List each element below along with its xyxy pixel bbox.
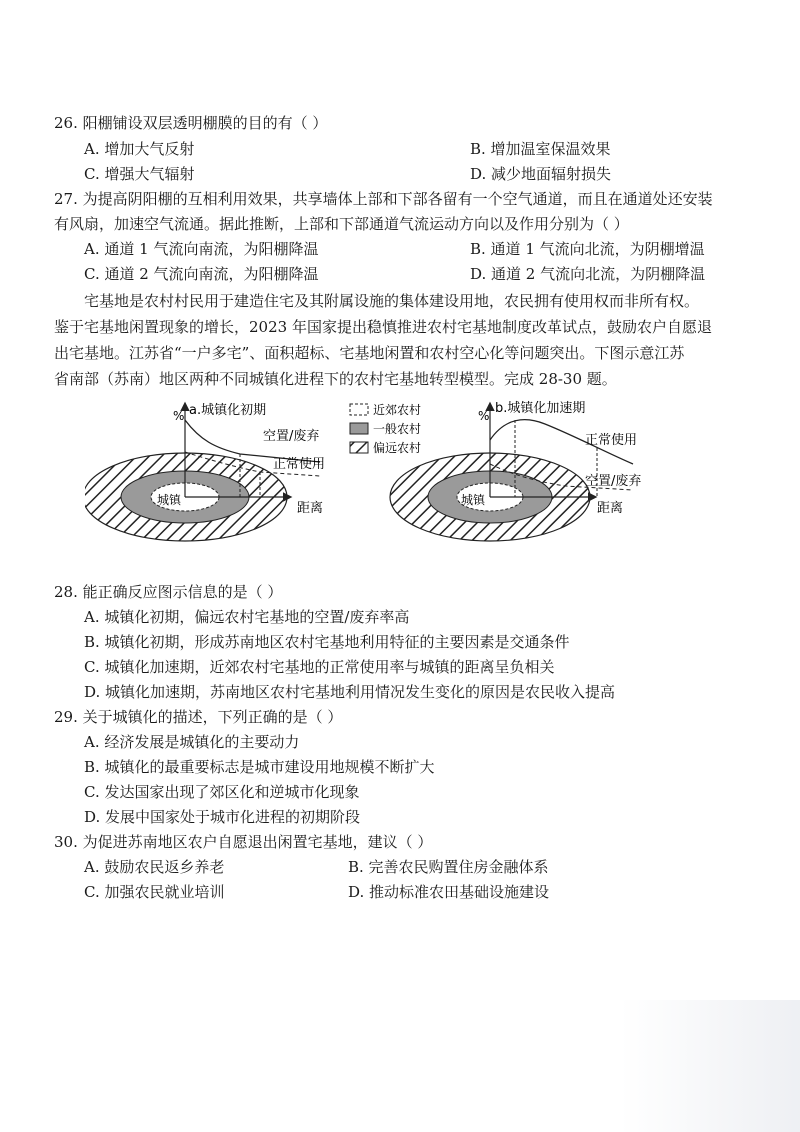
q28-option-d: D. 城镇化加速期，苏南地区农村宅基地利用情况发生变化的原因是农民收入提高 [84,683,616,701]
q28-option-a: A. 城镇化初期，偏远农村宅基地的空置/废弃率高 [84,608,410,626]
q28-option-b: B. 城镇化初期，形成苏南地区农村宅基地利用特征的主要因素是交通条件 [84,633,570,651]
panel-a [85,402,325,541]
legend-suburban: 近郊农村 [373,403,422,417]
label-normal-b: 正常使用 [585,433,638,448]
label-vacant-b: 空置/废弃 [585,474,642,489]
y-axis-label-b: % [478,409,490,423]
q29-option-b: B. 城镇化的最重要标志是城市建设用地规模不断扩大 [84,758,435,776]
panel-b [390,400,641,541]
x-axis-label-a: 距离 [297,501,324,516]
q29-option-a: A. 经济发展是城镇化的主要动力 [84,733,300,751]
center-label-a: 城镇 [157,493,182,507]
label-normal-a: 正常使用 [273,457,326,472]
q30-option-d: D. 推动标准农田基础设施建设 [348,883,550,901]
q27-option-d: D. 通道 2 气流向北流，为阴棚降温 [470,265,706,283]
legend-swatch-suburban [350,404,368,415]
passage-line-1: 宅基地是农村村民用于建造住宅及其附属设施的集体建设用地，农民拥有使用权而非所有权。 [84,292,700,310]
y-axis-label-a: % [173,409,185,423]
q27-option-c: C. 通道 2 气流向南流，为阳棚降温 [84,265,319,283]
panel-a-title: a.城镇化初期 [189,403,267,418]
q29-option-c: C. 发达国家出现了郊区化和逆城市化现象 [84,783,360,801]
passage-line-2: 鉴于宅基地闲置现象的增长，2023 年国家提出稳慎推进农村宅基地制度改革试点，鼓励农户自愿退 [54,318,712,336]
q28-option-c: C. 城镇化加速期，近郊农村宅基地的正常使用率与城镇的距离呈负相关 [84,658,555,676]
panel-b-title: b.城镇化加速期 [495,401,586,416]
question-26-stem: 26. 阳棚铺设双层透明棚膜的目的有（ ） [54,114,328,132]
label-vacant-a: 空置/废弃 [263,429,320,444]
legend-swatch-general [350,423,368,434]
q26-option-d: D. 减少地面辐射损失 [470,165,612,183]
q26-option-c: C. 增强大气辐射 [84,165,195,183]
q26-option-b: B. 增加温室保温效果 [470,140,611,158]
legend [350,402,421,455]
q30-option-a: A. 鼓励农民返乡养老 [84,858,225,876]
q30-option-b: B. 完善农民购置住房金融体系 [348,858,549,876]
legend-general: 一般农村 [373,422,422,436]
q27-option-a: A. 通道 1 气流向南流，为阳棚降温 [84,240,319,258]
center-label-b: 城镇 [461,493,486,507]
question-30-stem: 30. 为促进苏南地区农户自愿退出闲置宅基地，建议（ ） [54,833,433,851]
urbanization-model-figure [85,392,705,542]
q27-option-b: B. 通道 1 气流向北流，为阴棚增温 [470,240,705,258]
passage-line-4: 省南部（苏南）地区两种不同城镇化进程下的农村宅基地转型模型。完成 28-30 题。 [54,370,617,388]
question-29-stem: 29. 关于城镇化的描述，下列正确的是（ ） [54,708,343,726]
question-28-stem: 28. 能正确反应图示信息的是（ ） [54,583,283,601]
question-27-stem-line2: 有风扇，加速空气流通。据此推断，上部和下部通道气流运动方向以及作用分别为（ ） [54,215,629,233]
q26-option-a: A. 增加大气反射 [84,140,195,158]
q29-option-d: D. 发展中国家处于城市化进程的初期阶段 [84,808,361,826]
question-27-stem-line1: 27. 为提高阴阳棚的互相利用效果，共享墙体上部和下部各留有一个空气通道，而且在通道处还安装 [54,190,713,208]
passage-line-3: 出宅基地。江苏省“一户多宅”、面积超标、宅基地闲置和农村空心化等问题突出。下图示意江苏 [54,344,685,362]
x-axis-label-b: 距离 [597,501,624,516]
q30-option-c: C. 加强农民就业培训 [84,883,225,901]
page-shadow [620,1000,800,1132]
legend-swatch-remote [350,442,368,453]
legend-remote: 偏远农村 [373,441,422,455]
